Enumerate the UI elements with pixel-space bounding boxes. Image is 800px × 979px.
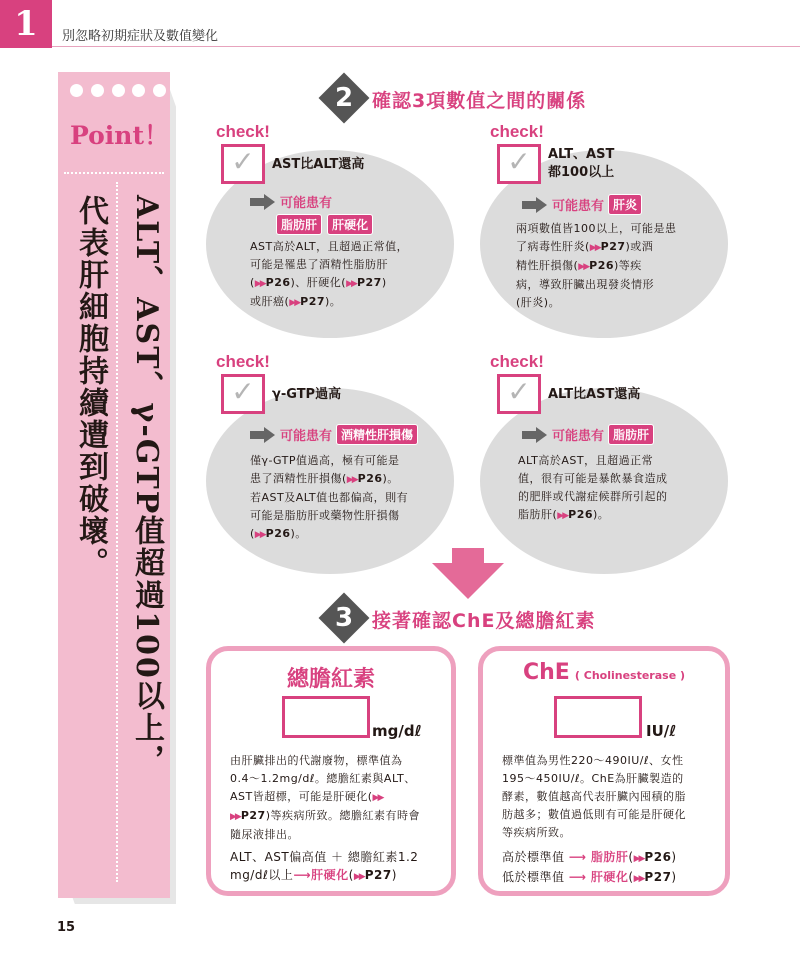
bilirubin-unit: mg/dℓ [372,722,422,740]
bilirubin-summary-line: ALT、AST偏高值 ＋ 總膽紅素1.2 [230,850,419,864]
arrow-right-icon: ⟶ [293,868,312,882]
card3-maybe: 可能患有 [280,429,333,444]
che-body-line: 等疾病所致。 [502,826,571,839]
header-divider [52,46,800,47]
section3-title: 接著確認ChE及總膽紅素 [372,610,596,632]
card4-body-line: 值，很有可能是暴飲暴食造成 [518,472,668,485]
che-title-row [478,660,730,685]
bilirubin-body-line: 由肝臟排出的代謝廢物，標準值為 [230,754,403,767]
card1-tag: 脂肪肝 [276,214,322,235]
card4-arrow-row [522,424,654,445]
card3-body-line: 患了酒精性肝損傷(▶▶ P26)。 [250,470,450,489]
point-text-col1: ALT、AST、γ-GTP值超過100以上， [129,195,164,776]
bilirubin-body [230,752,440,844]
card4-maybe: 可能患有 [552,429,605,444]
che-low-line: 低於標準值 ⟶ 肝硬化(▶▶ P27) [502,868,717,888]
check-icon: ✓ [507,375,531,408]
bilirubin-summary [230,848,445,886]
card4-tag: 脂肪肝 [608,424,654,445]
card4-body-line: 脂肪肝(▶▶ P26)。 [518,506,718,525]
card1-body-line: 可能是罹患了酒精性脂肪肝 [250,258,388,271]
card3-arrow-row [250,424,418,445]
check-icon: ✓ [231,145,255,178]
card3-body-line: 若AST及ALT值也都偏高，則有 [250,491,409,504]
che-body-line: 酵素，數值越高代表肝臟內囤積的脂 [502,790,686,803]
card3-checkbox [221,374,265,414]
bilirubin-body-line: ▶▶ P27)等疾病所致。總膽紅素有時會 [230,807,440,826]
card1-checkbox [221,144,265,184]
che-body [502,752,717,842]
card2-body [516,220,716,312]
card1-title: AST比ALT還高 [272,157,365,172]
card1-tags [276,214,373,235]
down-arrow-icon [452,548,484,564]
card4-title: ALT比AST還高 [548,387,641,402]
arrow-right-icon [522,428,548,442]
panel-dotted-line [64,172,164,174]
che-subtitle: ( Cholinesterase ) [574,669,686,682]
card3-body-line: 可能是脂肪肝或藥物性肝損傷 [250,509,400,522]
arrow-right-icon: ⟶ [568,870,587,884]
chapter-title: 別忽略初期症狀及數值變化 [62,29,219,44]
arrow-right-icon [522,198,548,212]
che-body-line: 肪越多；數值過低則有可能是肝硬化 [502,808,686,821]
che-unit: IU/ℓ [646,722,677,740]
card2-title-line: ALT、AST [548,147,615,162]
card2-checkbox [497,144,541,184]
arrow-right-icon [250,195,276,209]
bilirubin-title: 總膽紅素 [286,667,375,692]
card3-body-line: (▶▶ P26)。 [250,525,450,544]
card4-body-line: 的肥胖或代謝症候群所引起的 [518,490,668,503]
card1-tag: 肝硬化 [327,214,373,235]
bilirubin-value-box[interactable] [282,696,370,738]
card1-body-line: (▶▶ P26)、肝硬化(▶▶ P27) [250,274,445,293]
card2-arrow-row [522,194,642,215]
dot-icon [91,84,104,97]
che-summary [502,848,717,888]
bilirubin-body-line: 0.4～1.2mg/dℓ。總膽紅素與ALT、 [230,772,416,785]
card2-title [548,146,614,182]
down-arrow-head [432,563,504,599]
card2-body-line: 病，導致肝臟出現發炎情形 [516,278,654,291]
card4-check-label: check! [490,352,544,371]
card2-body-line: 了病毒性肝炎(▶▶ P27)或酒 [516,238,716,257]
chapter-number: 1 [0,0,52,48]
arrow-right-icon: ⟶ [568,850,587,864]
che-title: ChE [522,660,570,685]
panel-dots [70,84,166,97]
card2-maybe: 可能患有 [552,199,605,214]
card3-body [250,452,450,544]
point-text-col2: 代表肝細胞持續遭到破壞。 [73,195,108,579]
section2-title: 確認3項數值之間的關係 [372,90,587,112]
bilirubin-body-line: AST皆超標，可能是肝硬化(▶▶ [230,788,440,807]
card1-maybe: 可能患有 [280,196,333,211]
check-icon: ✓ [507,145,531,178]
card2-tag: 肝炎 [608,194,642,215]
card1-arrow-row [250,192,332,211]
card3-title: γ-GTP過高 [272,387,342,402]
dot-icon [112,84,125,97]
card2-body-line: (肝炎)。 [516,296,561,309]
bilirubin-body-line: 隨尿液排出。 [230,828,299,841]
card4-body [518,452,718,525]
card1-check-label: check! [216,122,270,141]
section3-number: 3 [334,603,354,633]
che-value-box[interactable] [554,696,642,738]
page-number: 15 [57,920,76,935]
point-label: Point！ [70,121,170,150]
card2-body-line: 兩項數值皆100以上，可能是患 [516,222,677,235]
card3-tag: 酒精性肝損傷 [336,424,418,445]
panel-dotted-vline [116,182,118,882]
che-body-line: 195～450IU/ℓ。ChE為肝臟製造的 [502,772,684,785]
card4-body-line: ALT高於AST，且超過正常 [518,454,654,467]
dot-icon [70,84,83,97]
section2-number: 2 [334,83,354,113]
dot-icon [132,84,145,97]
card3-check-label: check! [216,352,270,371]
card1-body-line: AST高於ALT，且超過正常值， [250,240,409,253]
card2-check-label: check! [490,122,544,141]
che-body-line: 標準值為男性220～490IU/ℓ、女性 [502,754,684,767]
bilirubin-summary-line: mg/dℓ以上⟶肝硬化(▶▶ P27) [230,866,445,886]
check-icon: ✓ [231,375,255,408]
arrow-right-icon [250,428,276,442]
card1-body-line: 或肝癌(▶▶ P27)。 [250,293,445,312]
card1-body [250,238,445,312]
card3-body-line: 僅γ-GTP值過高，極有可能是 [250,454,400,467]
dot-icon [153,84,166,97]
card2-title-line: 都100以上 [548,165,615,180]
card4-checkbox [497,374,541,414]
che-high-line: 高於標準值 ⟶ 脂肪肝(▶▶ P26) [502,848,717,868]
card2-body-line: 精性肝損傷(▶▶ P26)等疾 [516,257,716,276]
